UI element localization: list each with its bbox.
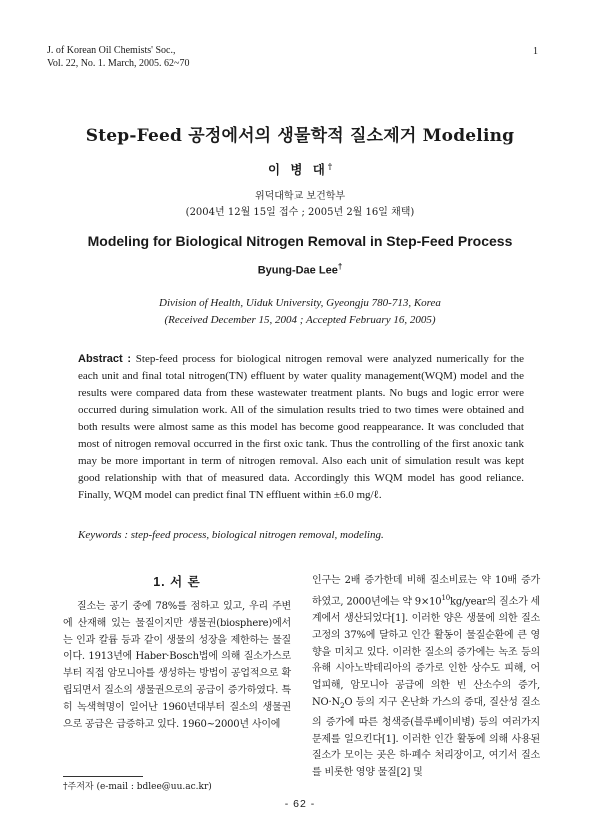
footnote: †주저자 (e-mail : bdlee@uu.ac.kr) (63, 782, 212, 792)
right-text-1: 인구는 2배 증가한데 비해 질소비료는 약 10배 증가하였고, 2000년에는 약 9×10 (312, 575, 540, 608)
journal-line-1: J. of Korean Oil Chemists' Soc., (47, 45, 176, 56)
body-right-column (312, 573, 540, 782)
footer-page-number: - 62 - (284, 798, 316, 810)
author-english-name: Byung-Dae Lee (257, 264, 338, 277)
subscript: 2 (340, 701, 345, 710)
title-english: Modeling for Biological Nitrogen Removal in Step-Feed Process (87, 233, 513, 249)
page-number-top: 1 (533, 46, 538, 57)
right-text-3: O 등의 지구 온난화 가스의 증대, 질산성 질소의 증가에 따른 청색증(블루베이비병) 등의 여러가지 문제를 일으킨다[1]. 이러한 인간 활동에 의해 사용된 질소가 모이는 곳은 하·폐수 처리장이고, 여기서 질소를 비롯한 영양 물질[2] 및 (312, 696, 540, 779)
affiliation-korean: 위덕대학교 보건학부 (254, 191, 346, 202)
author-english (0, 262, 600, 277)
right-text-2: kg/year의 질소가 세계에서 생산되었다[1]. 이러한 양은 생물에 의한 질소고정의 37%에 달하고 인간 활동이 물질순환에 큰 영향을 미치고 있다. 이러한 질소의 증가에는 녹조 등의 유해 시아노박테리아의 증가로 인한 상수도 피해, 어업피해, 암모니아 공급에 의한 빈 산소수의 증가, NO·N (312, 596, 540, 708)
author-korean-name: 이 병 대 (267, 162, 328, 177)
title-korean: Step-Feed 공정에서의 생물학적 질소제거 Modeling (85, 126, 515, 146)
journal-line-2: Vol. 22, No. 1. March, 2005. 62~70 (47, 58, 190, 69)
exponent: 10 (441, 593, 450, 602)
section-heading: 1. 서 론 (153, 575, 201, 589)
author-korean (0, 160, 600, 178)
footnote-divider (63, 776, 143, 777)
affiliation-english (0, 295, 600, 329)
affiliation-english-line: Division of Health, Uiduk University, Gyeongju 780-713, Korea (159, 297, 441, 309)
received-english: (Received December 15, 2004 ; Accepted February 16, 2005) (164, 314, 436, 326)
journal-citation (47, 44, 189, 70)
abstract: Abstract : Step-feed process for biological nitrogen removal were analyzed numerically for the each unit and final total nitrogen(TN) effluent by water quality management(WQM) model and the results were compared data from these wastewater treatment plants. No bugs and logic error were occurred during simulation work. All of the simulation results tried to two times were obtained and both results were almost same as this model has become good reappearance. It was concluded that most of nitrogen removal occurred in the first oxic tank. Thus the controlling of the first anoxic tank may be more important in term of nitrogen removal. Also each unit of simulation result was kept good relationship with that of measured data. Accordingly this WQM model has good reliance. Finally, WQM model can predict final TN effluent within ±6.0 mg/ℓ. (78, 353, 524, 501)
abstract-text: Step-feed process for biological nitrogen removal were analyzed numerically for the each unit and final total nitrogen(TN) effluent by water quality management(WQM) model and the results were compared data from these wastewater treatment plants. No bugs and logic error were occurred during simulation work. All of the simulation results tried to two times were obtained and both results were almost same as this model has become good reappearance. It was concluded that most of nitrogen removal occurred in the first oxic tank. Thus the controlling of the first anoxic tank may be more important in term of nitrogen removal. Also each unit of simulation result was kept good relationship with that of measured data. Accordingly this WQM model has good reliance. Finally, WQM model can predict final TN effluent within ±6.0 mg/ℓ. (78, 353, 524, 501)
received-korean: (2004년 12월 15일 접수 ; 2005년 2월 16일 채택) (185, 207, 415, 218)
corresponding-mark-en: † (337, 262, 343, 271)
keywords-label: Keywords (78, 529, 122, 541)
corresponding-mark: † (327, 160, 333, 171)
keywords-text: step-feed process, biological nitrogen removal, modeling. (130, 529, 384, 541)
abstract-label: Abstract (78, 353, 123, 365)
keywords: Keywords : step-feed process, biological nitrogen removal, modeling. (78, 529, 384, 541)
body-left-column: 질소는 공기 중에 78%를 점하고 있고, 우리 주변에 산재해 있는 물질이지만 생물권(biosphere)에서는 인과 칼륨 등과 같이 생물의 성장을 제한하는 물질이다. 1913년에 Haber·Bosch법에 의해 질소가스로부터 직접 암모니아를 생성하는 방법이 공업적으로 확립되면서 질소의 생물권으로의 공급이 증가하였다. 특히 녹색혁명이 일어난 1960년대부터 질소의 생물권으로 공급은 급증하고 있다. 1960~2000년 사이에 (63, 601, 291, 730)
